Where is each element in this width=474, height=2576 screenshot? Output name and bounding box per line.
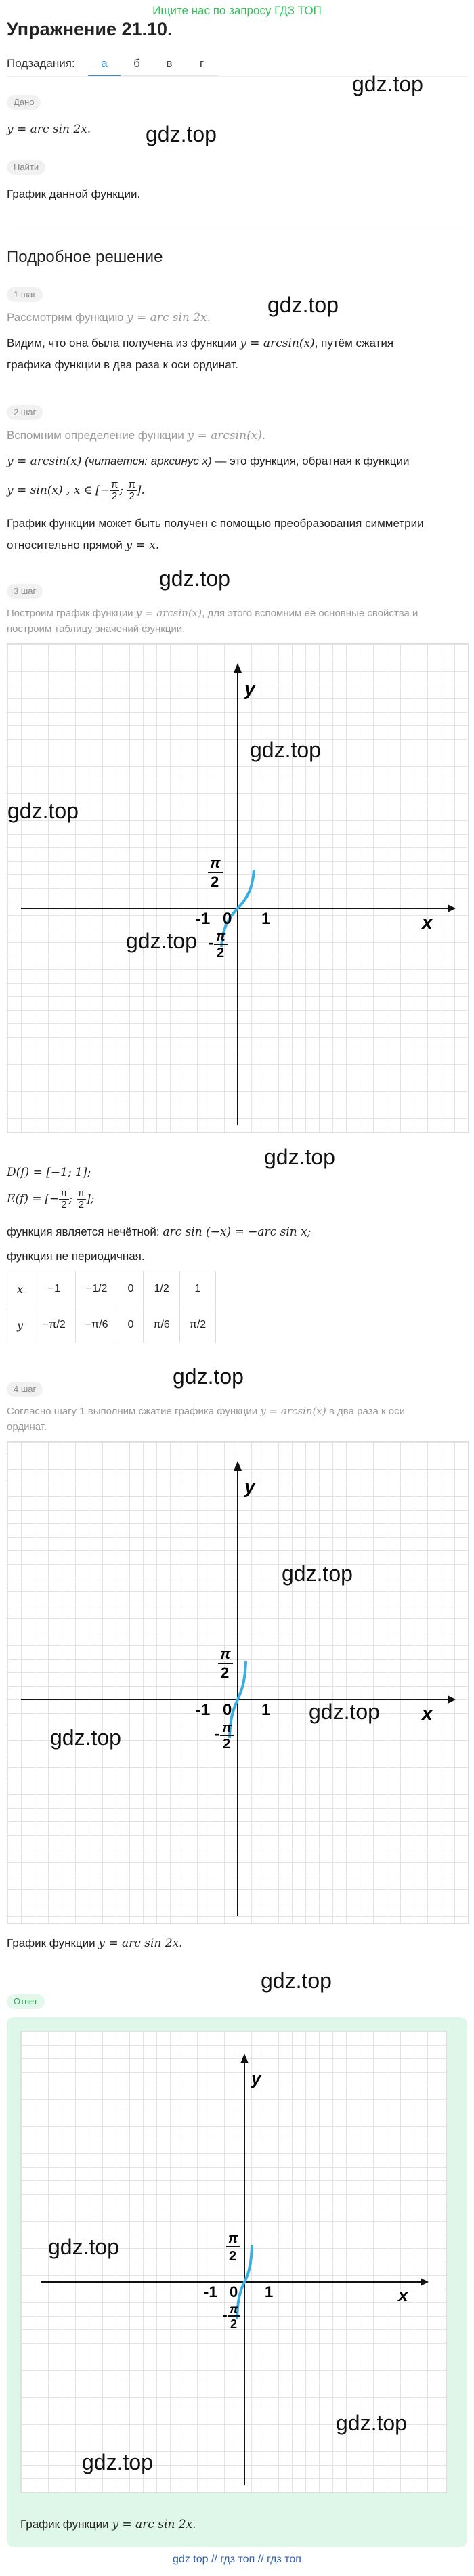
table-row-label: x [7, 1271, 33, 1307]
frac-pi-2: $\frac{\pi}{2}$ [60, 1187, 68, 1210]
x-axis-arrow [421, 2278, 429, 2286]
top-link[interactable]: Ищите нас по запросу ГДЗ ТОП [152, 4, 322, 17]
find-text: График данной функции. [7, 188, 141, 200]
graph-arcsin-x [7, 643, 469, 1133]
tick-origin: 0 [223, 1701, 232, 1719]
interval-close: ]; [86, 1191, 95, 1206]
step3-line1-a: Построим график функции [7, 608, 133, 619]
tick-pi: π [220, 1645, 231, 1662]
tab-a[interactable]: а [88, 54, 121, 77]
periodic-line: функция не периодичная. [7, 1250, 145, 1263]
table-cell: 0 [118, 1271, 144, 1307]
page-title: Упражнение 21.10. [7, 19, 173, 39]
watermark: gdz.top [7, 799, 79, 823]
watermark: gdz.top [48, 2235, 119, 2259]
table-cell: π/2 [179, 1307, 215, 1343]
step3-line2: построим таблицу значений функции. [7, 623, 186, 635]
tick-neg-one: -1 [196, 1701, 211, 1719]
step3-badge: 3 шаг [7, 584, 43, 599]
tab-b[interactable]: б [121, 54, 153, 77]
step4-line1 [7, 1403, 405, 1419]
table-cell: −π/2 [33, 1307, 76, 1343]
step1-line1 [7, 309, 211, 326]
y-axis-arrow [240, 2054, 249, 2063]
tick-neg-one: -1 [204, 2283, 217, 2300]
after-graph-line [7, 1935, 183, 1952]
step2-line1 [7, 427, 265, 444]
tick-one: 1 [265, 2283, 274, 2300]
values-table [7, 1271, 216, 1343]
answer-badge: Ответ [7, 1994, 45, 2009]
step1-line3: графика функции в два раза к оси ординат. [7, 358, 238, 371]
frac-pi-2: $\frac{\pi}{2}$ [111, 479, 118, 502]
tick-one: 1 [261, 1701, 271, 1719]
given-badge: Дано [7, 95, 41, 110]
interval-open: [− [95, 483, 110, 497]
step2-badge: 2 шаг [7, 405, 43, 420]
step2-line2 [7, 452, 410, 470]
given-formula: y = arc sin 2x. [7, 123, 91, 136]
step3-line1-formula: y = arcsin(x) [135, 607, 202, 619]
step4-line1-b: в два раза к оси [328, 1406, 405, 1417]
graph-svg [7, 1442, 468, 1923]
step4-line1-a: Согласно шагу 1 выполним сжатие графика функции [7, 1406, 258, 1417]
tick-pi: π [228, 2231, 238, 2246]
watermark: gdz.top [82, 2450, 153, 2474]
tick-pi: π [210, 854, 221, 871]
graph-answer [20, 2031, 447, 2493]
table-row-label: y [7, 1307, 33, 1343]
table-cell: π/6 [144, 1307, 179, 1343]
interval-close: ]. [136, 483, 145, 497]
odd-line-a: функция является нечётной: [7, 1225, 160, 1238]
step1-line2-a: Видим, что она была получена из функции [7, 337, 237, 350]
step2-line5-formula: y = x. [125, 539, 160, 552]
frac-pi-2: $\frac{\pi}{2}$ [77, 1187, 85, 1210]
y-axis-label: y [251, 2068, 261, 2088]
y-axis-label: y [244, 1476, 255, 1497]
tick-two: 2 [230, 2317, 238, 2331]
watermark: gdz.top [250, 738, 321, 762]
interval-sep: ; [119, 483, 127, 497]
watermark: gdz.top [146, 122, 217, 146]
tab-v[interactable]: в [153, 54, 186, 77]
tick-two: 2 [211, 873, 219, 890]
step4-line1-formula: y = arcsin(x) [260, 1405, 326, 1417]
odd-line [7, 1223, 311, 1241]
x-axis-label: x [398, 2285, 408, 2305]
step3-line1-b: , для этого вспомним её основные свойства и [202, 608, 418, 619]
tick-pi: π [222, 1720, 232, 1735]
table-row [7, 1271, 216, 1307]
tab-g[interactable]: г [186, 54, 218, 77]
tick-minus: - [223, 2308, 228, 2323]
step1-line1-prefix: Рассмотрим функцию [7, 311, 124, 324]
after-graph-prefix: График функции [7, 1937, 95, 1949]
after-graph-formula: y = arc sin 2x. [98, 1937, 183, 1950]
step2-line5 [7, 536, 159, 554]
range-prefix: E(f) = [7, 1191, 42, 1206]
watermark: gdz.top [282, 1561, 353, 1586]
x-axis-arrow [448, 1695, 456, 1704]
watermark: gdz.top [159, 566, 230, 591]
tick-two: 2 [223, 1737, 231, 1752]
interval-open: [− [45, 1191, 60, 1206]
x-axis-label: x [422, 1703, 433, 1724]
x-axis-arrow [448, 904, 456, 912]
watermark: gdz.top [261, 1968, 332, 1993]
tick-neg-one: -1 [196, 910, 211, 928]
step2-line3 [7, 480, 145, 502]
step1-line2 [7, 335, 393, 352]
y-axis-arrow [234, 1461, 242, 1471]
step2-read: (читается: арксинус x) [85, 455, 212, 467]
step2-line2-rest: — это функция, обратная к функции [215, 455, 410, 467]
watermark: gdz.top [173, 1364, 244, 1389]
y-axis-arrow [234, 663, 242, 673]
step1-badge: 1 шаг [7, 287, 43, 302]
domain-line: D(f) = [−1; 1]; [7, 1166, 91, 1179]
range-line [7, 1188, 94, 1210]
tick-two: 2 [221, 1664, 230, 1681]
answer-caption [20, 2516, 196, 2533]
watermark: gdz.top [267, 293, 339, 317]
tick-pi: π [216, 929, 226, 944]
step2-line4: График функции может быть получен с помощью преобразования симметрии [7, 517, 424, 530]
table-cell: 1/2 [144, 1271, 179, 1307]
graph-svg [7, 644, 468, 1132]
find-badge: Найти [7, 160, 45, 175]
x-axis-label: x [422, 912, 433, 933]
answer-caption-prefix: График функции [20, 2518, 109, 2531]
step1-line2-b: , путём сжатия [314, 337, 394, 350]
table-cell: 1 [179, 1271, 215, 1307]
table-cell: 0 [118, 1307, 144, 1343]
answer-box [7, 2017, 467, 2547]
tick-pi: π [230, 2302, 238, 2316]
tick-two: 2 [217, 946, 225, 960]
tick-minus: - [215, 1725, 220, 1742]
step1-formula: y = arc sin 2x. [126, 311, 211, 324]
subtasks-label: Подзадания: [7, 57, 75, 70]
step2-line1-prefix: Вспомним определение функции [7, 429, 184, 442]
tick-origin: 0 [223, 910, 232, 928]
step3-line1 [7, 606, 418, 621]
tick-minus: - [209, 934, 214, 951]
step2-line5-prefix: относительно прямой [7, 539, 123, 551]
graph-arcsin-2x [7, 1441, 469, 1924]
step2-line3-formula: y = sin(x) , x ∈ [7, 483, 93, 497]
step4-badge: 4 шаг [7, 1382, 43, 1397]
table-cell: −1/2 [75, 1271, 118, 1307]
tick-two: 2 [229, 2249, 237, 2264]
watermark: gdz.top [336, 2411, 407, 2435]
step2-line2-formula: y = arcsin(x) [7, 455, 82, 468]
table-cell: −1 [33, 1271, 76, 1307]
step4-line2: ординат. [7, 1421, 47, 1433]
answer-caption-formula: y = arc sin 2x. [112, 2518, 196, 2531]
table-cell: −π/6 [75, 1307, 118, 1343]
watermark: gdz.top [309, 1699, 380, 1724]
watermark: gdz.top [264, 1145, 335, 1169]
table-row [7, 1307, 216, 1343]
solution-heading: Подробное решение [7, 248, 163, 266]
tick-one: 1 [261, 910, 271, 928]
step2-line1-formula: y = arcsin(x). [187, 429, 266, 442]
watermark: gdz.top [352, 72, 423, 96]
watermark: gdz.top [126, 929, 197, 953]
odd-line-formula: arc sin (−x) = −arc sin x; [163, 1225, 311, 1239]
tick-origin: 0 [230, 2283, 238, 2300]
footer-links[interactable]: gdz top // гдз топ // гдз топ [173, 2554, 301, 2565]
frac-pi-2: $\frac{\pi}{2}$ [128, 479, 135, 502]
watermark: gdz.top [50, 1725, 121, 1750]
interval-sep: ; [68, 1191, 77, 1206]
step1-line2-formula: y = arcsin(x) [240, 337, 315, 350]
y-axis-label: y [244, 678, 255, 699]
